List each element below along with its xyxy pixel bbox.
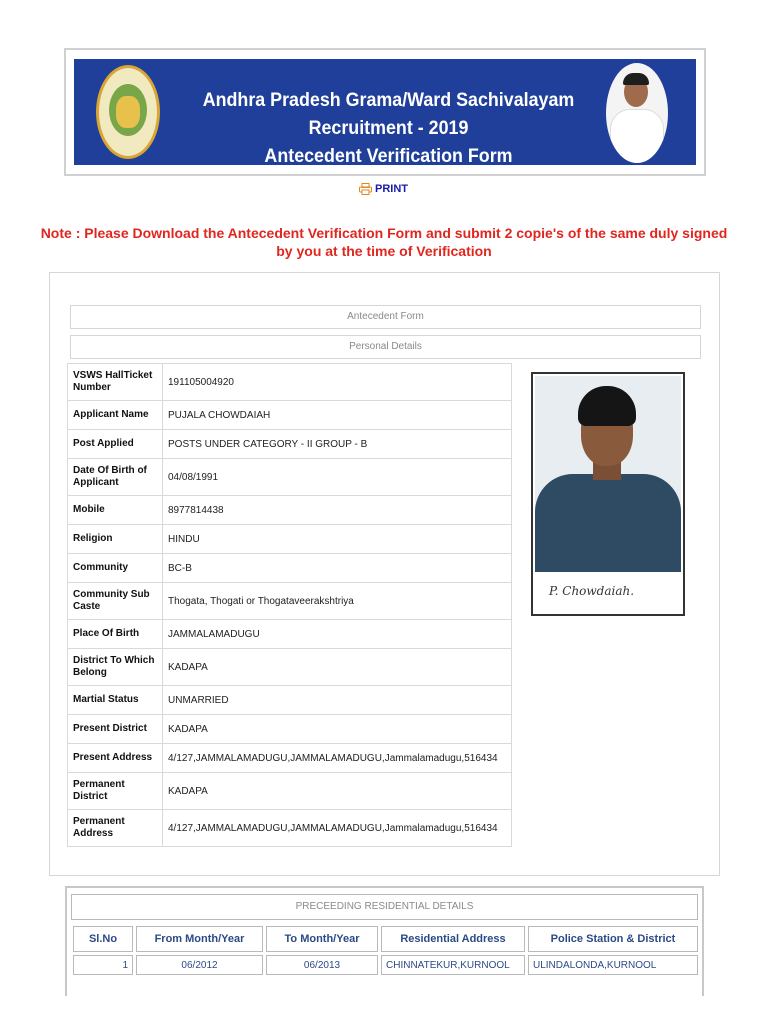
field-value: BC-B: [163, 554, 512, 583]
table-row: [68, 401, 512, 430]
table-row: [68, 620, 512, 649]
column-header-to: To Month/Year: [266, 926, 378, 952]
field-value: HINDU: [163, 525, 512, 554]
field-value: 04/08/1991: [163, 459, 512, 496]
table-header-row: [73, 926, 698, 952]
subsection-title: Personal Details: [70, 335, 701, 359]
table-row: [73, 955, 698, 975]
applicant-signature: P. Chowdaiah.: [549, 584, 635, 598]
chief-minister-portrait: [606, 63, 668, 163]
header-banner: [74, 59, 696, 165]
field-value: 4/127,JAMMALAMADUGU,JAMMALAMADUGU,Jammalamadugu,516434: [163, 810, 512, 847]
banner-title-line1: Andhra Pradesh Grama/Ward Sachivalayam Recruitment - 2019: [202, 90, 575, 139]
field-value: KADAPA: [163, 649, 512, 686]
field-value: Thogata, Thogati or Thogataveerakshtriya: [163, 583, 512, 620]
residential-details-table: [70, 923, 701, 978]
column-header-police-station: Police Station & District: [528, 926, 698, 952]
field-label: Post Applied: [68, 430, 163, 459]
field-value: KADAPA: [163, 715, 512, 744]
field-label: Permanent Address: [68, 810, 163, 847]
cell-address: CHINNATEKUR,KURNOOL: [381, 955, 525, 975]
cell-to: 06/2013: [266, 955, 378, 975]
table-row: [68, 554, 512, 583]
applicant-photo: [535, 376, 681, 572]
table-row: [68, 686, 512, 715]
state-emblem-logo: [96, 65, 160, 159]
field-value: KADAPA: [163, 773, 512, 810]
residential-details-title: PRECEEDING RESIDENTIAL DETAILS: [71, 894, 698, 920]
field-value: 191105004920: [163, 364, 512, 401]
table-row: [68, 715, 512, 744]
table-row: [68, 430, 512, 459]
field-value: PUJALA CHOWDAIAH: [163, 401, 512, 430]
field-label: District To Which Belong: [68, 649, 163, 686]
cell-from: 06/2012: [136, 955, 263, 975]
table-row: [68, 744, 512, 773]
printer-icon: [359, 183, 372, 195]
field-label: Mobile: [68, 496, 163, 525]
banner-title-line2: Antecedent Verification Form: [264, 146, 513, 167]
table-row: [68, 773, 512, 810]
antecedent-form-card: [49, 272, 720, 876]
field-label: Present Address: [68, 744, 163, 773]
print-button[interactable]: [359, 183, 408, 195]
field-label: Religion: [68, 525, 163, 554]
field-value: POSTS UNDER CATEGORY - II GROUP - B: [163, 430, 512, 459]
banner-title: [179, 87, 597, 171]
table-row: [68, 810, 512, 847]
table-row: [68, 525, 512, 554]
field-label: Community: [68, 554, 163, 583]
column-header-sl-no: Sl.No: [73, 926, 133, 952]
field-label: Permanent District: [68, 773, 163, 810]
field-value: 4/127,JAMMALAMADUGU,JAMMALAMADUGU,Jammalamadugu,516434: [163, 744, 512, 773]
table-row: [68, 496, 512, 525]
column-header-address: Residential Address: [381, 926, 525, 952]
field-value: UNMARRIED: [163, 686, 512, 715]
field-value: JAMMALAMADUGU: [163, 620, 512, 649]
field-label: Present District: [68, 715, 163, 744]
table-row: [68, 459, 512, 496]
table-row: [68, 649, 512, 686]
section-title: Antecedent Form: [70, 305, 701, 329]
download-note: Note : Please Download the Antecedent Verification Form and submit 2 copie's of the same duly signed by you at the time of Verification: [40, 225, 728, 259]
field-label: VSWS HallTicket Number: [68, 364, 163, 401]
field-label: Place Of Birth: [68, 620, 163, 649]
table-row: [68, 583, 512, 620]
personal-details-table: [67, 363, 512, 847]
field-label: Community Sub Caste: [68, 583, 163, 620]
applicant-photo-frame: [531, 372, 685, 616]
cell-police-station: ULINDALONDA,KURNOOL: [528, 955, 698, 975]
field-value: 8977814438: [163, 496, 512, 525]
field-label: Martial Status: [68, 686, 163, 715]
banner-frame: [64, 48, 706, 176]
print-label: PRINT: [375, 183, 408, 195]
cell-sl-no: 1: [73, 955, 133, 975]
residential-details-panel: [65, 886, 704, 996]
field-label: Date Of Birth of Applicant: [68, 459, 163, 496]
column-header-from: From Month/Year: [136, 926, 263, 952]
field-label: Applicant Name: [68, 401, 163, 430]
table-row: [68, 364, 512, 401]
